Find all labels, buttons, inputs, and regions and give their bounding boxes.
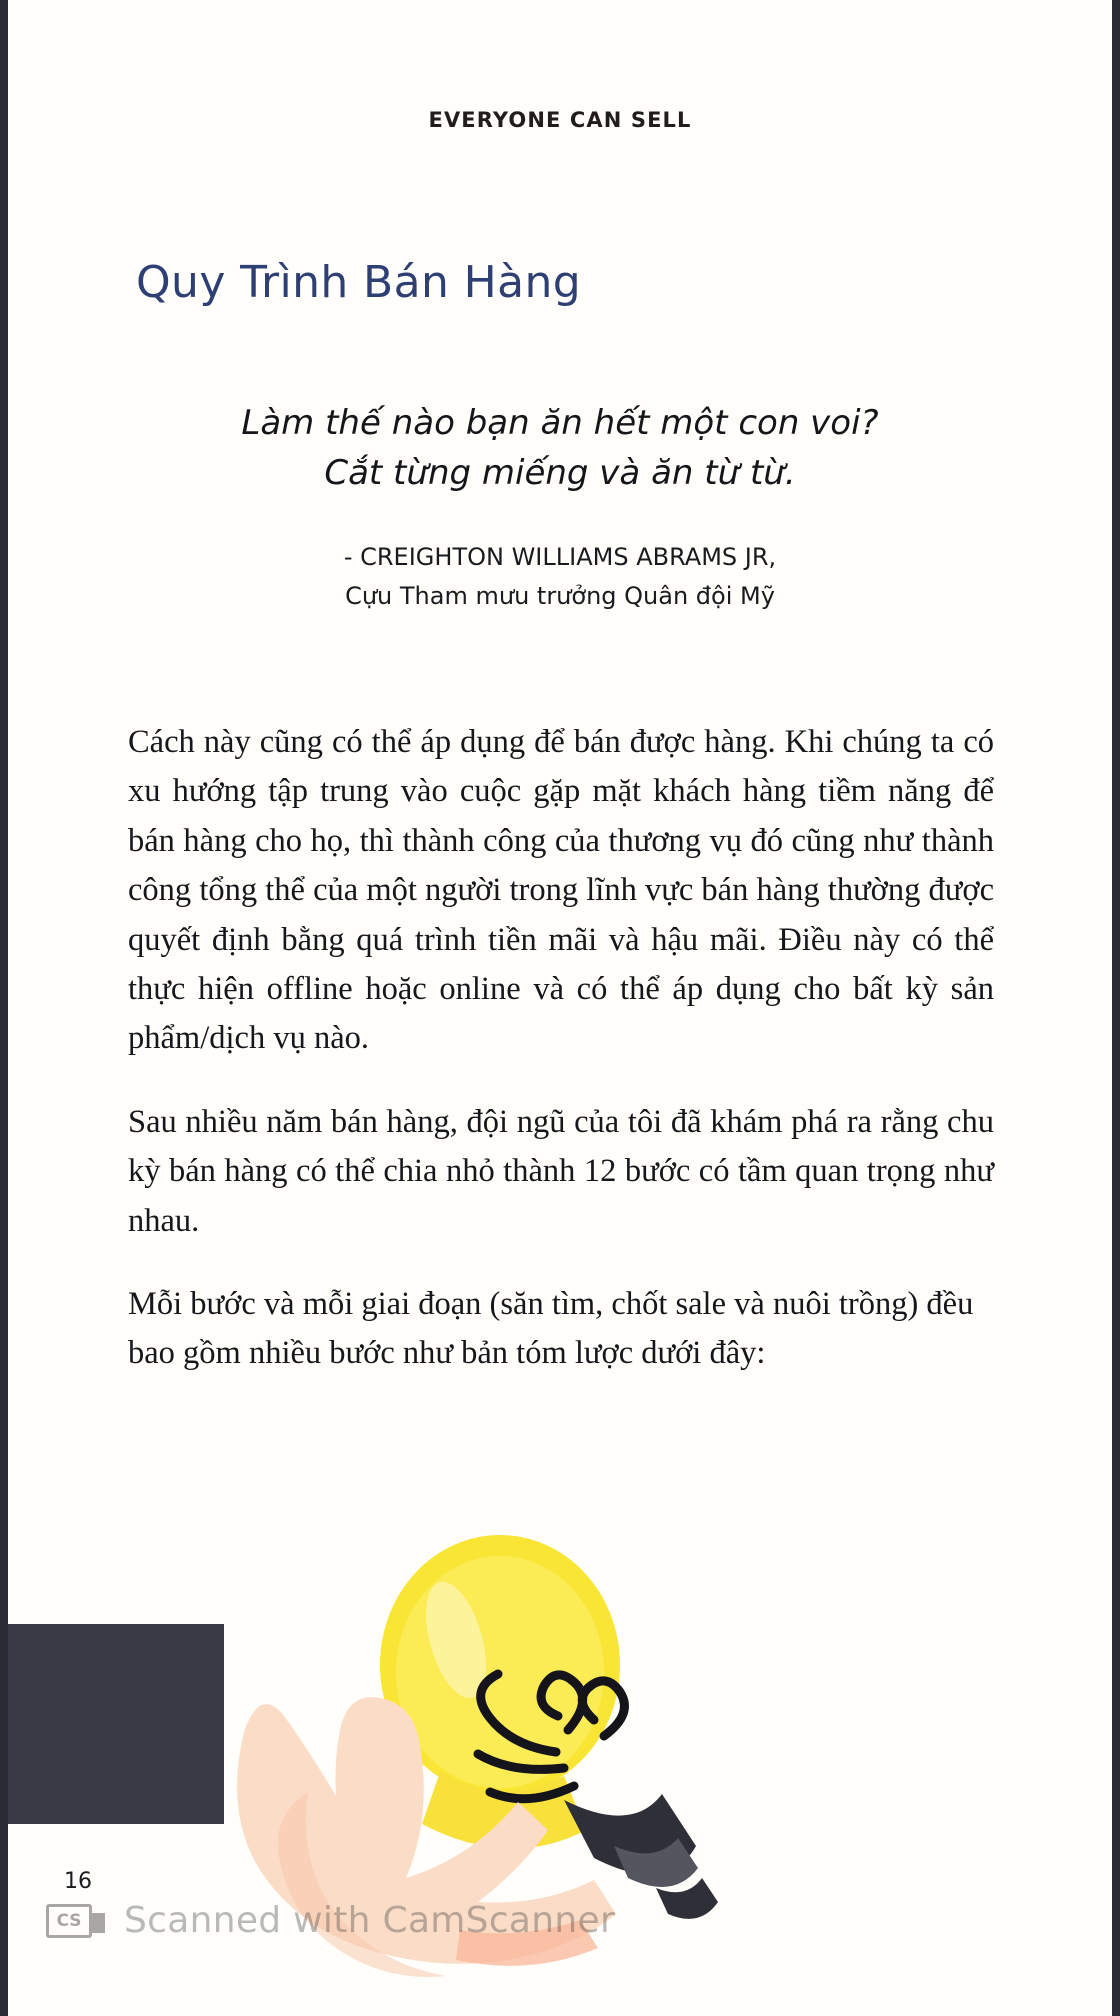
body-copy [128, 718, 994, 1379]
running-head: EVERYONE CAN SELL [428, 108, 692, 132]
attribution-name: - CREIGHTON WILLIAMS ABRAMS JR, [343, 543, 777, 571]
epigraph-attribution [8, 538, 1112, 616]
camscanner-watermark-text: Scanned with CamScanner [124, 1900, 616, 1941]
page-edge-right [1112, 0, 1120, 2016]
camscanner-watermark [46, 1900, 615, 1941]
paragraph-2: Sau nhiều năm bán hàng, đội ngũ của tôi đã khám phá ra rằng chu kỳ bán hàng có thể chia nhỏ thành 12 bước có tầm quan trọng như nhau. [128, 1103, 994, 1239]
epigraph-line-2: Cắt từng miếng và ăn từ từ. [324, 453, 796, 494]
book-page [8, 0, 1112, 2016]
page-edge-left [0, 0, 8, 2016]
paragraph-3: Mỗi bước và mỗi giai đoạn (săn tìm, chốt sale và nuôi trồng) đều bao gồm nhiều bước như bản tóm lược dưới đây: [128, 1285, 974, 1372]
epigraph-line-1: Làm thế nào bạn ăn hết một con voi? [241, 403, 879, 443]
illustration-hand-lightbulb [8, 1500, 1112, 2016]
camscanner-logo-icon: CS [46, 1904, 92, 1938]
page-title: Quy Trình Bán Hàng [136, 257, 582, 309]
epigraph-quote [8, 398, 1112, 499]
paragraph-1: Cách này cũng có thể áp dụng để bán được hàng. Khi chúng ta có xu hướng tập trung vào cuộc gặp mặt khách hàng tiềm năng để bán hàng cho họ, thì thành công của thương vụ đó cũng như thành công tổng thể của một người trong lĩnh vực bán hàng thường được quyết định bằng quá trình tiền mãi và hậu mãi. Điều này có thể thực hiện offline hoặc online và có thể áp dụng cho bất kỳ sản phẩm/dịch vụ nào. [128, 724, 994, 1057]
page-number: 16 [64, 1869, 92, 1894]
attribution-role: Cựu Tham mưu trưởng Quân đội Mỹ [345, 581, 775, 610]
